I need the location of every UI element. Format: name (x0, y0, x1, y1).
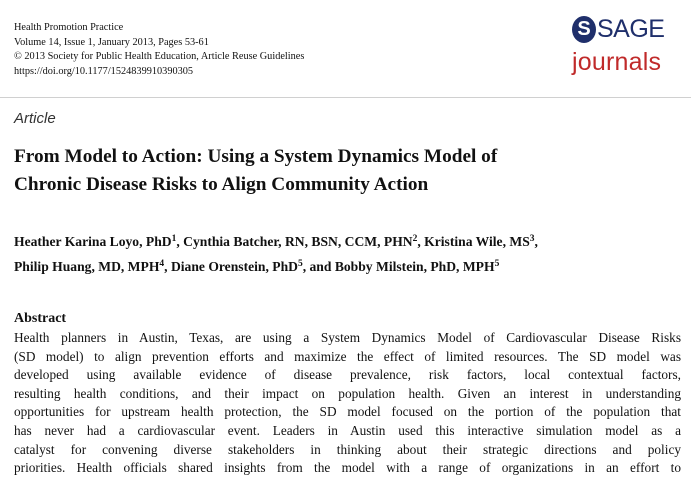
author-name[interactable]: , Cynthia Batcher, RN, BSN, CCM, PHN (176, 234, 413, 249)
sage-wordmark: SAGE (597, 15, 665, 43)
author-name[interactable]: , Diane Orenstein, PhD (164, 259, 298, 274)
affiliation-marker[interactable]: 5 (494, 259, 500, 269)
author-separator: , (534, 234, 538, 249)
affiliation-marker[interactable]: 5 (297, 259, 303, 269)
abstract-line: (SD model) to align prevention efforts and maximize the effect of limited resources. The SD model was (14, 348, 681, 364)
abstract-line: Health planners in Austin, Texas, are using a System Dynamics Model of Cardiovascular Disease Risks (14, 330, 681, 345)
author-name[interactable]: Heather Karina Loyo, PhD (14, 234, 172, 249)
abstract-line: developed using available evidence of disease prevalence, risk factors, local contextual factors, (14, 367, 681, 383)
affiliation-marker[interactable]: 2 (412, 234, 418, 244)
affiliation-marker[interactable]: 1 (171, 234, 177, 244)
abstract-text (14, 329, 681, 478)
author-name[interactable]: , Kristina Wile, MS (417, 234, 530, 249)
abstract-heading: Abstract (14, 311, 67, 326)
sage-s-icon: S (572, 16, 596, 43)
title-line: Chronic Disease Risks to Align Community Action (14, 174, 429, 195)
doi-link[interactable]: https://doi.org/10.1177/1524839910390305 (14, 65, 194, 77)
copyright-line: © 2013 Society for Public Health Education, Article Reuse Guidelines (14, 51, 305, 63)
article-type: Article (14, 110, 56, 127)
author-list (14, 229, 679, 279)
abstract-line: resulting health conditions, and their impact on population health. Given an interest in understanding (14, 385, 681, 401)
header-divider (0, 97, 691, 98)
journal-name: Health Promotion Practice (14, 22, 124, 33)
journal-issue: Volume 14, Issue 1, January 2013, Pages 53-61 (14, 36, 209, 48)
article-title (14, 143, 674, 199)
abstract-line: has never had a cardiovascular event. Leaders in Austin used this interactive simulation model as a (14, 422, 681, 438)
journals-wordmark: journals (572, 48, 662, 76)
abstract-line: catalyst for convening diverse stakeholders in thinking about their strategic directions and policy (14, 441, 681, 457)
author-name[interactable]: , and Bobby Milstein, PhD, MPH (302, 259, 495, 274)
journal-metadata (14, 21, 304, 79)
title-line: From Model to Action: Using a System Dynamics Model of (14, 146, 498, 167)
abstract-line: opportunities for upstream health protection, the SD model focused on the portion of the population that (14, 404, 681, 420)
author-name[interactable]: Philip Huang, MD, MPH (14, 259, 160, 274)
sage-journals-logo[interactable] (572, 16, 684, 88)
abstract-line: priorities. Health officials shared insights from the model with a range of organizations in an effort to (14, 460, 681, 476)
affiliation-marker[interactable]: 3 (529, 234, 535, 244)
affiliation-marker[interactable]: 4 (159, 259, 165, 269)
